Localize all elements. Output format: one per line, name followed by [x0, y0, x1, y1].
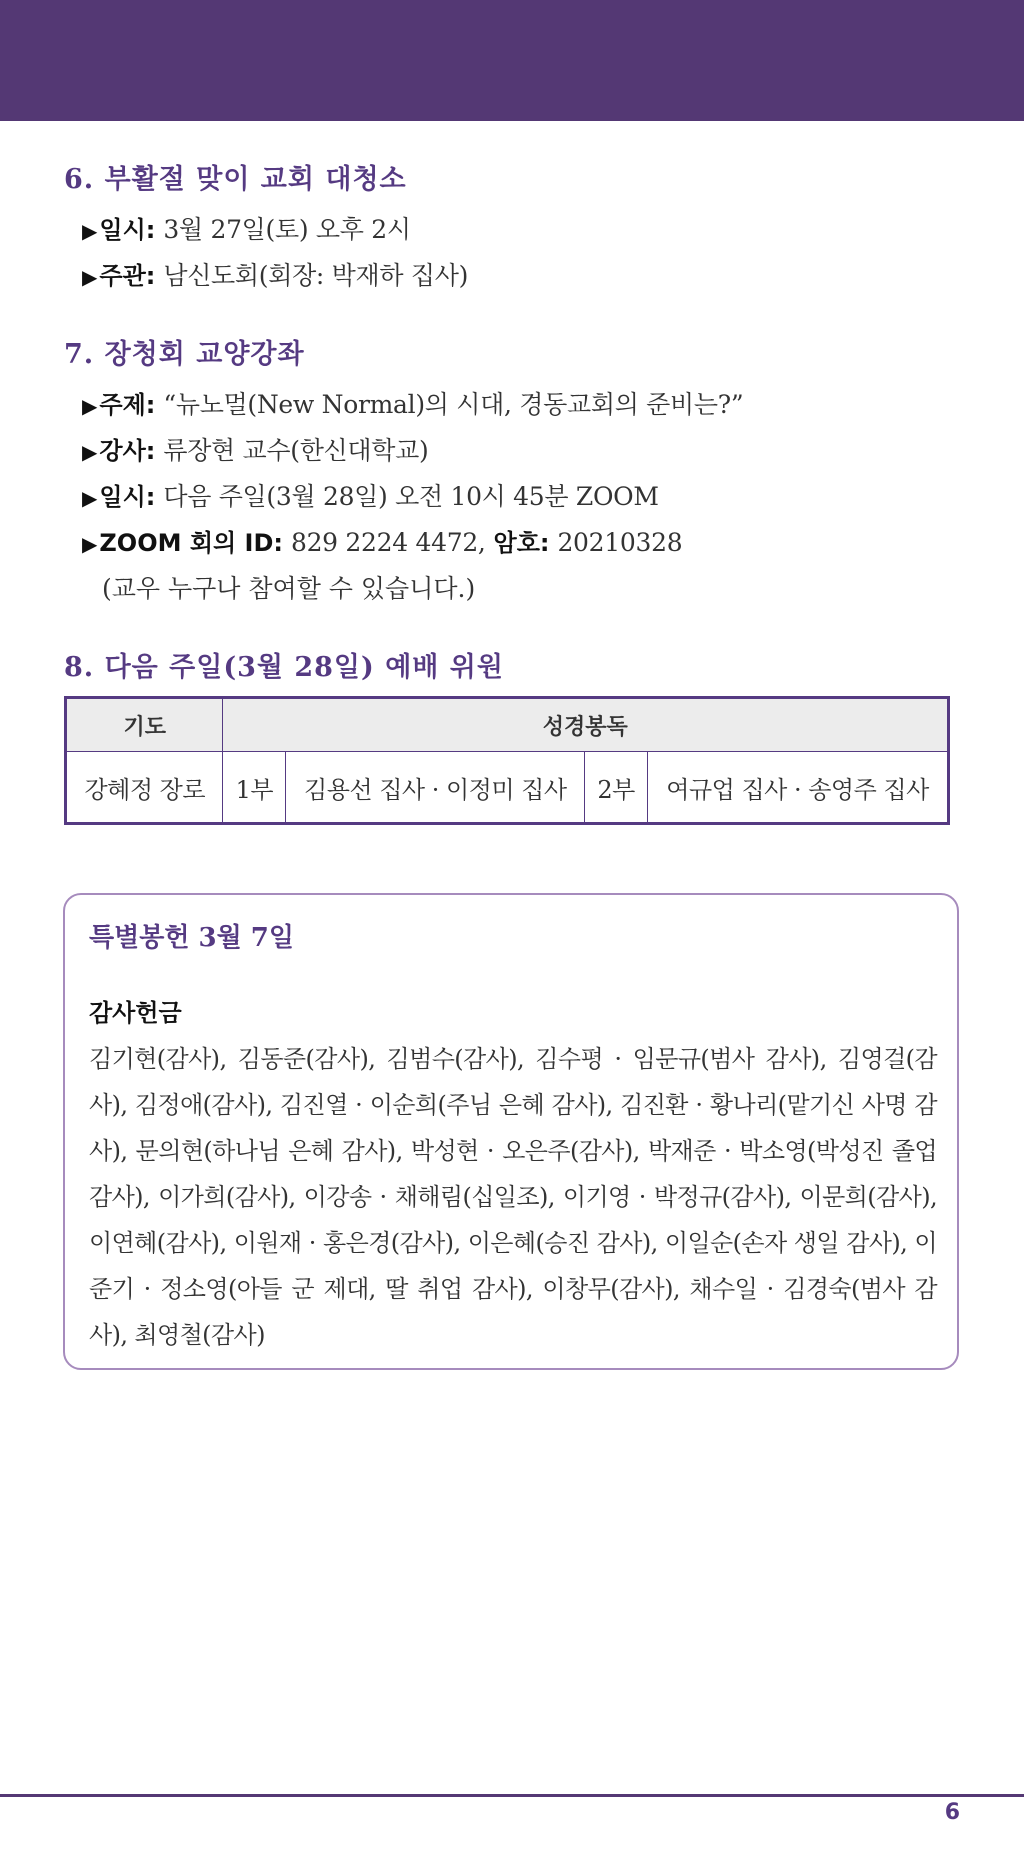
special-offering-box [63, 893, 959, 1370]
detail-value: 다음 주일(3월 28일) 오전 10시 45분 ZOOM [163, 482, 659, 511]
detail-label: 일시: [99, 216, 156, 244]
arrow-icon: ▶ [82, 219, 98, 243]
zoom-password-value: 20210328 [557, 528, 683, 557]
service-part-cell: 2부 [585, 752, 648, 824]
detail-line [64, 428, 743, 474]
header-band [0, 0, 1024, 121]
table-row [66, 752, 949, 824]
zoom-password-label: 암호: [493, 529, 550, 557]
detail-value: 3월 27일(토) 오후 2시 [163, 215, 411, 244]
detail-value: 류장현 교수(한신대학교) [163, 436, 429, 465]
arrow-icon: ▶ [82, 532, 98, 556]
detail-label: 주제: [99, 391, 156, 419]
section-title: 8. 다음 주일(3월 28일) 예배 위원 [64, 652, 504, 683]
arrow-icon: ▶ [82, 394, 98, 418]
worship-duty-table [64, 696, 950, 825]
offering-title: 특별봉헌 3월 7일 [89, 923, 294, 953]
detail-line [64, 474, 743, 520]
lecture-note: (교우 누구나 참여할 수 있습니다.) [102, 574, 476, 603]
detail-line [64, 253, 468, 299]
reader-names-cell: 여규업 집사 · 송영주 집사 [648, 752, 949, 824]
header-prayer: 기도 [66, 698, 223, 752]
offering-donor-list: 김기현(감사), 김동준(감사), 김범수(감사), 김수평 · 임문규(범사 감사), 김영걸(감사), 김정애(감사), 김진열 · 이순희(주님 은혜 감사), 김진환 · 황나리(맡기신 사명 감사), 문의현(하나님 은혜 감사), 박성현 · 오은주(감사), 박재준 · 박소영(박성진 졸업 감사), 이가희(감사), 이강송 · 채해림(십일조), 이기영 · 박정규(감사), 이문희(감사), 이연혜(감사), 이원재 · 홍은경(감사), 이은혜(승진 감사), 이일순(손자 생일 감사), 이준기 · 정소영(아들 군 제대, 딸 취업 감사), 이창무(감사), 채수일 · 김경숙(범사 감사), 최영철(감사) [89, 1045, 937, 1349]
offering-subtitle: 감사헌금 [89, 999, 182, 1027]
footer-rule [0, 1794, 1024, 1797]
section-cleaning [64, 161, 468, 299]
detail-value: 남신도회(회장: 박재하 집사) [163, 261, 469, 290]
header-reading: 성경봉독 [223, 698, 949, 752]
section-lecture [64, 336, 743, 612]
arrow-icon: ▶ [82, 265, 98, 289]
service-part-cell: 1부 [223, 752, 286, 824]
arrow-icon: ▶ [82, 440, 98, 464]
detail-label: 일시: [99, 483, 156, 511]
detail-value: “뉴노멀(New Normal)의 시대, 경동교회의 준비는?” [163, 390, 744, 419]
section-worship-duty [64, 649, 504, 687]
prayer-cell: 강혜정 장로 [66, 752, 223, 824]
zoom-line [64, 520, 743, 566]
arrow-icon: ▶ [82, 486, 98, 510]
zoom-id-value: 829 2224 4472, [290, 528, 486, 557]
page-number: 6 [944, 1800, 960, 1825]
section-title: 7. 장청회 교양강좌 [64, 339, 305, 370]
table-header-row [66, 698, 949, 752]
detail-label: 강사: [99, 437, 156, 465]
reader-names-cell: 김용선 집사 · 이정미 집사 [286, 752, 585, 824]
detail-line [64, 207, 468, 253]
detail-line [64, 382, 743, 428]
section-title: 6. 부활절 맞이 교회 대청소 [64, 164, 407, 195]
detail-label: 주관: [99, 262, 156, 290]
zoom-id-label: ZOOM 회의 ID: [99, 529, 284, 557]
